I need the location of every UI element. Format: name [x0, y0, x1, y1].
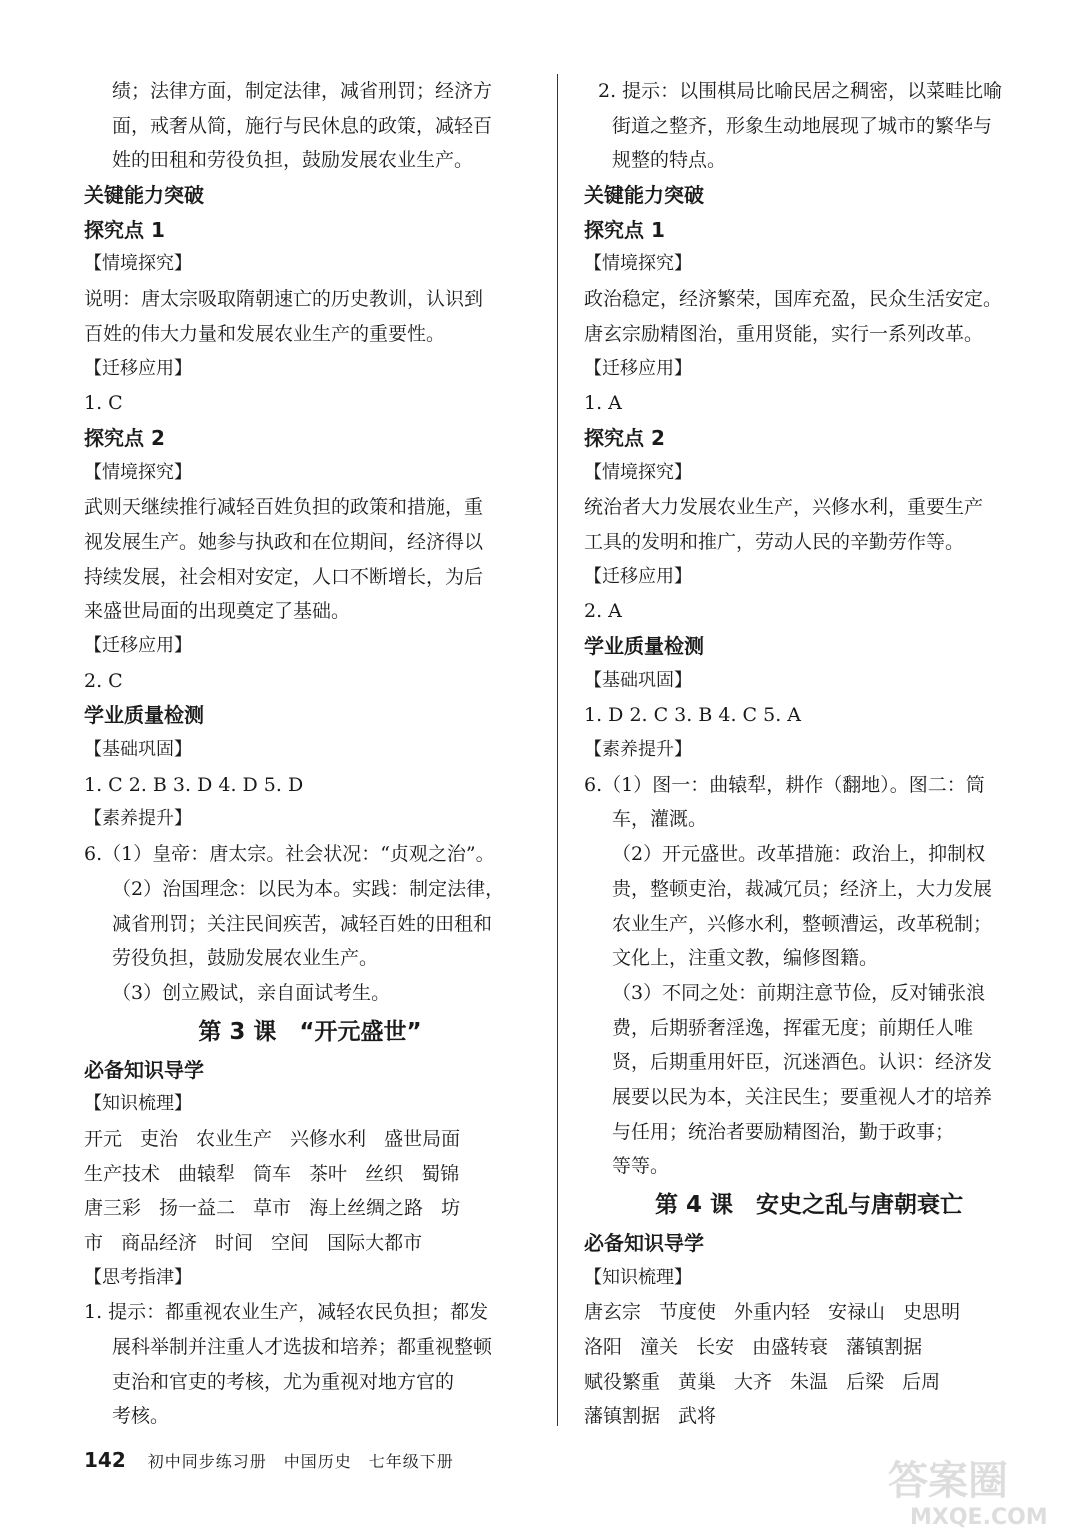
page-footer	[84, 1448, 454, 1472]
text-line: 来盛世局面的出现奠定了基础。	[84, 600, 351, 623]
term-row	[84, 1122, 536, 1157]
term: 市	[84, 1232, 104, 1254]
term-row	[84, 1226, 536, 1261]
subsection-label: 【知识梳理】	[584, 1266, 692, 1288]
term: 兴修水利	[290, 1127, 367, 1150]
text-line: 说明：唐太宗吸取隋朝速亡的历史教训，认识到	[84, 288, 484, 311]
text-line: 政治稳定，经济繁荣，国库充盈，民众生活安定。	[584, 288, 1003, 311]
text-line: 文化上，注重文教，编修图籍。	[612, 947, 879, 970]
section-heading: 探究点 1	[84, 217, 165, 242]
term: 后梁	[846, 1370, 885, 1393]
term: 丝织	[365, 1162, 404, 1185]
term: 黄巢	[678, 1370, 717, 1393]
subsection-label: 【迁移应用】	[584, 565, 692, 587]
subsection-label: 【思考指津】	[84, 1266, 192, 1288]
text-line: 绩；法律方面，制定法律，减省刑罚；经济方	[112, 80, 493, 102]
term: 盛世局面	[384, 1127, 461, 1150]
text-line: 6.（1）图一：曲辕犁，耕作（翻地）。图二：筒	[584, 773, 985, 796]
text-line: 1. C	[84, 392, 123, 415]
section-heading: 学业质量检测	[84, 703, 204, 728]
term-row	[584, 1399, 1034, 1434]
subsection-label: 【情境探究】	[584, 461, 692, 483]
term: 大齐	[734, 1370, 773, 1393]
section-heading: 必备知识导学	[84, 1057, 204, 1082]
subsection-label: 【迁移应用】	[84, 635, 192, 656]
watermark-logo-text: 答案圈	[888, 1458, 1008, 1504]
term-row	[584, 1330, 1034, 1365]
term: 商品经济	[121, 1232, 198, 1254]
subsection-label: 【基础巩固】	[84, 739, 192, 761]
text-line: 唐玄宗励精图治，重用贤能，实行一系列改革。	[584, 322, 984, 345]
term: 空间	[271, 1232, 310, 1254]
term-row	[584, 1365, 1034, 1400]
text-line: 贵，整顿吏治，裁减冗员；经济上，大力发展	[612, 877, 993, 900]
section-heading: 必备知识导学	[584, 1231, 704, 1255]
text-line: 1. D 2. C 3. B 4. C 5. A	[584, 704, 801, 727]
subsection-label: 【情境探究】	[84, 253, 192, 275]
subsection-label: 【迁移应用】	[584, 357, 692, 379]
term: 生产技术	[84, 1162, 161, 1185]
book-title: 初中同步练习册 中国历史 七年级下册	[147, 1452, 454, 1471]
section-heading: 关键能力突破	[584, 183, 704, 208]
term: 时间	[215, 1232, 254, 1254]
term: 蜀锦	[421, 1162, 460, 1185]
text-line: 2. 提示：以围棋局比喻民居之稠密，以菜畦比喻	[598, 80, 1003, 102]
text-line: 武则天继续推行减轻百姓负担的政策和措施，重	[84, 496, 484, 519]
left-column	[84, 74, 536, 1434]
term: 节度使	[659, 1301, 717, 1324]
term: 筒车	[253, 1162, 292, 1185]
text-line: 统治者大力发展农业生产，兴修水利，重要生产	[584, 496, 984, 519]
section-heading: 探究点 2	[84, 425, 165, 450]
term: 朱温	[790, 1370, 829, 1393]
term: 茶叶	[309, 1162, 348, 1185]
term: 后周	[902, 1370, 941, 1393]
text-line: 吏治和官吏的考核，尤为重视对地方官的	[112, 1370, 455, 1393]
term: 武将	[678, 1405, 717, 1428]
lesson-title: 第 3 课 “开元盛世”	[198, 1018, 422, 1045]
term: 国际大都市	[327, 1232, 423, 1254]
text-line: 等等。	[612, 1155, 670, 1178]
subsection-label: 【迁移应用】	[84, 357, 192, 379]
term: 史思明	[903, 1301, 961, 1324]
subsection-label: 【基础巩固】	[584, 669, 692, 691]
term: 扬一益二	[159, 1197, 236, 1220]
text-line: 规整的特点。	[612, 149, 727, 172]
term: 外重内轻	[734, 1301, 811, 1324]
term: 曲辕犁	[178, 1162, 236, 1185]
term: 洛阳	[584, 1336, 623, 1359]
text-line: 费，后期骄奢淫逸，挥霍无度；前期任人唯	[612, 1016, 974, 1039]
text-line: 面，戒奢从简，施行与民休息的政策，减轻百	[112, 114, 493, 137]
term: 潼关	[640, 1336, 679, 1359]
subsection-label: 【情境探究】	[84, 461, 192, 483]
term: 藩镇割据	[846, 1336, 923, 1359]
term: 赋役繁重	[584, 1370, 661, 1393]
text-line: 劳役负担，鼓励发展农业生产。	[112, 947, 379, 970]
section-heading: 关键能力突破	[84, 183, 204, 208]
term: 唐玄宗	[584, 1301, 642, 1324]
text-line: 持续发展，社会相对安定，人口不断增长，为后	[84, 565, 484, 588]
text-line: 街道之整齐，形象生动地展现了城市的繁华与	[612, 114, 993, 137]
term: 草市	[253, 1197, 292, 1220]
term: 农业生产	[196, 1127, 273, 1150]
text-line: 百姓的伟大力量和发展农业生产的重要性。	[84, 322, 446, 345]
subsection-label: 【素养提升】	[584, 739, 692, 761]
section-heading: 探究点 1	[584, 217, 665, 242]
text-line: 贤，后期重用奸臣，沉迷酒色。认识：经济发	[612, 1051, 993, 1074]
term-row	[84, 1191, 536, 1226]
term: 吏治	[140, 1127, 179, 1150]
subsection-label: 【知识梳理】	[84, 1093, 192, 1115]
text-line: 工具的发明和推广，劳动人民的辛勤劳作等。	[584, 530, 965, 553]
text-line: 姓的田租和劳役负担，鼓励发展农业生产。	[112, 149, 474, 172]
term: 由盛转衰	[752, 1336, 829, 1359]
text-line: 展要以民为本，关注民生；要重视人才的培养	[612, 1085, 993, 1108]
subsection-label: 【情境探究】	[584, 253, 692, 275]
page-number: 142	[84, 1448, 126, 1472]
lesson-title: 第 4 课 安史之乱与唐朝衰亡	[654, 1192, 964, 1218]
text-line: 2. A	[584, 600, 622, 623]
text-line: （3）创立殿试，亲自面试考生。	[112, 981, 391, 1004]
column-divider	[557, 74, 558, 1426]
watermark-logo	[880, 1452, 1050, 1532]
watermark-site-text: MXQE.COM	[910, 1505, 1048, 1530]
text-line: 6.（1）皇帝：唐太宗。社会状况：“贞观之治”。	[84, 843, 495, 866]
text-line: 农业生产，兴修水利，整顿漕运，改革税制；	[612, 912, 993, 935]
text-line: 展科举制并注重人才选拔和培养；都重视整顿	[112, 1336, 493, 1359]
term: 安禄山	[828, 1301, 886, 1324]
text-line: 减省刑罚；关注民间疾苦，减轻百姓的田租和	[112, 912, 493, 935]
term: 唐三彩	[84, 1197, 142, 1220]
term-row	[584, 1295, 1034, 1330]
text-line: 1. 提示：都重视农业生产，减轻农民负担；都发	[84, 1301, 489, 1324]
term: 开元	[84, 1127, 123, 1150]
text-line: 车，灌溉。	[612, 808, 708, 831]
text-line: 2. C	[84, 669, 123, 692]
text-line: （3）不同之处：前期注意节俭，反对铺张浪	[612, 981, 986, 1004]
section-heading: 探究点 2	[584, 425, 665, 450]
term: 海上丝绸之路	[309, 1197, 424, 1220]
text-line: 与任用；统治者要励精图治，勤于政事；	[612, 1120, 955, 1143]
text-line: 1. C 2. B 3. D 4. D 5. D	[84, 773, 304, 796]
text-line: （2）开元盛世。改革措施：政治上，抑制权	[612, 843, 986, 866]
term: 坊	[441, 1197, 461, 1220]
text-line: 视发展生产。她参与执政和在位期间，经济得以	[84, 530, 484, 553]
right-column	[584, 74, 1034, 1434]
term: 长安	[696, 1336, 735, 1359]
text-line: 1. A	[584, 392, 622, 415]
subsection-label: 【素养提升】	[84, 808, 192, 830]
term-row	[84, 1157, 536, 1192]
term: 藩镇割据	[584, 1405, 661, 1428]
section-heading: 学业质量检测	[584, 634, 704, 658]
text-line: 考核。	[112, 1405, 170, 1428]
text-line: （2）治国理念：以民为本。实践：制定法律，	[112, 877, 505, 900]
